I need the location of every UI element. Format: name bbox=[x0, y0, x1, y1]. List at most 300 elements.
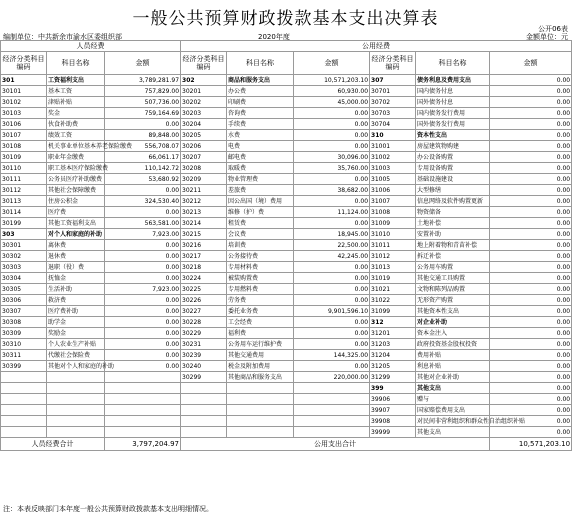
item-name: 医疗费 bbox=[47, 207, 105, 218]
item-amount: 0.00 bbox=[105, 262, 181, 273]
item-amount: 0.00 bbox=[294, 141, 370, 152]
item-name: 利息补贴 bbox=[416, 361, 490, 372]
item-code: 30114 bbox=[1, 207, 47, 218]
item-amount: 0.00 bbox=[105, 240, 181, 251]
item-code: 30208 bbox=[181, 163, 227, 174]
item-name: 退职（役）费 bbox=[47, 262, 105, 273]
table-row bbox=[1, 394, 572, 405]
item-name: 拆迁补偿 bbox=[416, 251, 490, 262]
item-name: 专用材料费 bbox=[227, 262, 294, 273]
item-code: 39907 bbox=[370, 405, 416, 416]
item-code: 31002 bbox=[370, 152, 416, 163]
item-name bbox=[227, 416, 294, 427]
item-amount: 324,530.40 bbox=[105, 196, 181, 207]
item-code: 30702 bbox=[370, 97, 416, 108]
item-amount: 0.00 bbox=[490, 339, 572, 350]
item-name: 地上附着物和青苗补偿 bbox=[416, 240, 490, 251]
item-amount: 0.00 bbox=[105, 251, 181, 262]
item-name: 因公出国（境）费用 bbox=[227, 196, 294, 207]
item-code: 30228 bbox=[181, 317, 227, 328]
item-amount bbox=[105, 394, 181, 405]
code-header: 经济分类科目编码 bbox=[370, 52, 416, 75]
item-name: 其他支出 bbox=[416, 427, 490, 438]
item-name: 助学金 bbox=[47, 317, 105, 328]
item-code: 39908 bbox=[370, 416, 416, 427]
item-name: 无形资产购置 bbox=[416, 295, 490, 306]
item-amount: 0.00 bbox=[490, 185, 572, 196]
item-amount: 0.00 bbox=[490, 108, 572, 119]
table-row bbox=[1, 284, 572, 295]
item-amount bbox=[105, 405, 181, 416]
item-amount: 0.00 bbox=[490, 361, 572, 372]
item-code: 30701 bbox=[370, 86, 416, 97]
item-code: 30206 bbox=[181, 141, 227, 152]
item-code: 30216 bbox=[181, 240, 227, 251]
item-code: 31013 bbox=[370, 262, 416, 273]
item-code bbox=[181, 427, 227, 438]
item-code: 30304 bbox=[1, 273, 47, 284]
item-amount: 0.00 bbox=[105, 295, 181, 306]
item-code: 303 bbox=[1, 229, 47, 240]
item-name bbox=[227, 405, 294, 416]
item-code: 30204 bbox=[181, 119, 227, 130]
item-code bbox=[1, 394, 47, 405]
item-code: 30399 bbox=[1, 361, 47, 372]
table-row bbox=[1, 163, 572, 174]
item-code: 31205 bbox=[370, 361, 416, 372]
item-amount: 757,829.00 bbox=[105, 86, 181, 97]
item-name: 代缴社会保险费 bbox=[47, 350, 105, 361]
fiscal-year: 2020年度 bbox=[258, 33, 290, 41]
item-amount: 30,096.00 bbox=[294, 152, 370, 163]
page-title: 一般公共预算财政拨款基本支出决算表 bbox=[132, 9, 439, 29]
public-total: 10,571,203.10 bbox=[490, 438, 572, 451]
item-name bbox=[227, 383, 294, 394]
item-amount: 0.00 bbox=[294, 119, 370, 130]
item-name: 公务员医疗补助缴费 bbox=[47, 174, 105, 185]
item-amount: 38,682.00 bbox=[294, 185, 370, 196]
item-amount: 45,000.00 bbox=[294, 97, 370, 108]
table-row bbox=[1, 317, 572, 328]
item-amount: 0.00 bbox=[490, 75, 572, 86]
item-name: 大型修缮 bbox=[416, 185, 490, 196]
item-name: 离休费 bbox=[47, 240, 105, 251]
item-code: 30212 bbox=[181, 196, 227, 207]
item-amount: 0.00 bbox=[490, 306, 572, 317]
table-row bbox=[1, 273, 572, 284]
form-number: 公开06表 bbox=[538, 25, 568, 33]
item-amount: 0.00 bbox=[105, 207, 181, 218]
name-header: 科目名称 bbox=[47, 52, 105, 75]
item-name: 机关事业单位基本养老保险缴费 bbox=[48, 142, 133, 150]
item-name: 维修（护）费 bbox=[227, 207, 294, 218]
item-name: 对民间非营利组织和群众性自治组织补贴 bbox=[417, 417, 526, 425]
item-amount: 0.00 bbox=[490, 229, 572, 240]
item-name bbox=[47, 405, 105, 416]
item-amount: 0.00 bbox=[105, 185, 181, 196]
item-code: 30108 bbox=[1, 141, 47, 152]
item-code bbox=[181, 383, 227, 394]
item-name: 其他交通费用 bbox=[227, 350, 294, 361]
item-amount: 0.00 bbox=[294, 339, 370, 350]
item-name bbox=[47, 427, 105, 438]
item-code bbox=[181, 394, 227, 405]
item-code: 399 bbox=[370, 383, 416, 394]
table-row bbox=[1, 86, 572, 97]
item-name: 印刷费 bbox=[227, 97, 294, 108]
item-code bbox=[1, 372, 47, 383]
item-code: 30215 bbox=[181, 229, 227, 240]
item-code: 30309 bbox=[1, 328, 47, 339]
item-amount bbox=[105, 372, 181, 383]
item-name: 个人农业生产补贴 bbox=[47, 339, 105, 350]
item-code: 30109 bbox=[1, 152, 47, 163]
item-code: 30303 bbox=[1, 262, 47, 273]
item-code: 31008 bbox=[370, 207, 416, 218]
item-code: 31003 bbox=[370, 163, 416, 174]
item-code: 30305 bbox=[1, 284, 47, 295]
item-name: 抚恤金 bbox=[47, 273, 105, 284]
amount-header: 金额 bbox=[490, 52, 572, 75]
item-name: 公务用车运行维护费 bbox=[227, 339, 294, 350]
item-code: 31019 bbox=[370, 273, 416, 284]
item-name: 邮电费 bbox=[227, 152, 294, 163]
item-name: 政府投资基金股权投资 bbox=[416, 339, 490, 350]
item-amount: 42,245.00 bbox=[294, 251, 370, 262]
item-name: 伙食补助费 bbox=[47, 119, 105, 130]
table-row bbox=[1, 119, 572, 130]
item-name: 国内债务付息 bbox=[416, 86, 490, 97]
item-code bbox=[1, 416, 47, 427]
item-code: 302 bbox=[181, 75, 227, 86]
item-code: 30226 bbox=[181, 295, 227, 306]
item-code: 31001 bbox=[370, 141, 416, 152]
item-amount: 0.00 bbox=[294, 262, 370, 273]
item-amount: 0.00 bbox=[294, 284, 370, 295]
item-code: 30227 bbox=[181, 306, 227, 317]
public-header: 公用经费 bbox=[181, 41, 572, 52]
item-name: 咨询费 bbox=[227, 108, 294, 119]
item-code: 31012 bbox=[370, 251, 416, 262]
item-amount: 10,571,203.10 bbox=[294, 75, 370, 86]
item-name bbox=[47, 383, 105, 394]
item-amount bbox=[105, 427, 181, 438]
item-name: 信息网络及软件购置更新 bbox=[416, 196, 490, 207]
item-code: 31005 bbox=[370, 174, 416, 185]
item-code: 30209 bbox=[181, 174, 227, 185]
item-name: 其他资本性支出 bbox=[416, 306, 490, 317]
item-code: 30703 bbox=[370, 108, 416, 119]
item-code bbox=[181, 416, 227, 427]
item-name bbox=[227, 394, 294, 405]
item-amount: 66,061.17 bbox=[105, 152, 181, 163]
item-amount: 0.00 bbox=[490, 372, 572, 383]
item-code: 30101 bbox=[1, 86, 47, 97]
item-name: 绩效工资 bbox=[47, 130, 105, 141]
table-row bbox=[1, 251, 572, 262]
item-amount: 0.00 bbox=[490, 207, 572, 218]
item-code: 30112 bbox=[1, 185, 47, 196]
item-name: 取暖费 bbox=[227, 163, 294, 174]
personnel-header: 人员经费 bbox=[1, 41, 181, 52]
table-row bbox=[1, 196, 572, 207]
amount-header: 金额 bbox=[105, 52, 181, 75]
table-row bbox=[1, 328, 572, 339]
item-amount: 0.00 bbox=[294, 328, 370, 339]
table-row bbox=[1, 108, 572, 119]
item-amount: 556,708.07 bbox=[105, 141, 181, 152]
item-amount: 0.00 bbox=[490, 130, 572, 141]
item-name: 物业管理费 bbox=[227, 174, 294, 185]
item-code: 30229 bbox=[181, 328, 227, 339]
item-code: 31204 bbox=[370, 350, 416, 361]
item-name: 其他工资福利支出 bbox=[47, 218, 105, 229]
item-code: 310 bbox=[370, 130, 416, 141]
item-amount: 53,680.92 bbox=[105, 174, 181, 185]
item-code: 30111 bbox=[1, 174, 47, 185]
item-amount bbox=[105, 416, 181, 427]
item-code: 31011 bbox=[370, 240, 416, 251]
item-code: 30225 bbox=[181, 284, 227, 295]
table-row bbox=[1, 141, 572, 152]
item-amount: 0.00 bbox=[105, 317, 181, 328]
item-amount: 3,789,281.97 bbox=[105, 75, 181, 86]
table-row bbox=[1, 218, 572, 229]
item-amount: 507,736.00 bbox=[105, 97, 181, 108]
item-name: 培训费 bbox=[227, 240, 294, 251]
item-name: 资本金注入 bbox=[416, 328, 490, 339]
public-total-label: 公用支出合计 bbox=[181, 438, 490, 451]
item-name: 劳务费 bbox=[227, 295, 294, 306]
item-amount: 0.00 bbox=[490, 174, 572, 185]
item-name: 津贴补贴 bbox=[47, 97, 105, 108]
item-code: 30102 bbox=[1, 97, 47, 108]
item-code: 30213 bbox=[181, 207, 227, 218]
item-name: 水费 bbox=[227, 130, 294, 141]
item-code: 30110 bbox=[1, 163, 47, 174]
table-row bbox=[1, 350, 572, 361]
item-amount: 0.00 bbox=[490, 405, 572, 416]
table-row bbox=[1, 372, 572, 383]
item-name: 公务用车购置 bbox=[416, 262, 490, 273]
item-amount bbox=[105, 383, 181, 394]
item-amount: 0.00 bbox=[490, 86, 572, 97]
code-header: 经济分类科目编码 bbox=[181, 52, 227, 75]
item-amount: 0.00 bbox=[294, 196, 370, 207]
table-row bbox=[1, 416, 572, 427]
personnel-total-label: 人员经费合计 bbox=[1, 438, 105, 451]
item-amount: 0.00 bbox=[490, 394, 572, 405]
table-row bbox=[1, 240, 572, 251]
item-name: 电费 bbox=[227, 141, 294, 152]
table-row bbox=[1, 75, 572, 86]
item-name: 医疗费补助 bbox=[47, 306, 105, 317]
item-name: 其他交通工具购置 bbox=[416, 273, 490, 284]
item-name: 其他社会保障缴费 bbox=[47, 185, 105, 196]
item-amount: 35,760.00 bbox=[294, 163, 370, 174]
item-amount: 0.00 bbox=[490, 427, 572, 438]
item-name: 其他对企业补助 bbox=[416, 372, 490, 383]
item-amount: 0.00 bbox=[490, 284, 572, 295]
item-amount bbox=[294, 405, 370, 416]
table-row bbox=[1, 229, 572, 240]
item-code: 39906 bbox=[370, 394, 416, 405]
item-code: 30239 bbox=[181, 350, 227, 361]
item-amount bbox=[294, 383, 370, 394]
item-name: 福利费 bbox=[227, 328, 294, 339]
item-name: 被装购置费 bbox=[227, 273, 294, 284]
item-name: 公务接待费 bbox=[227, 251, 294, 262]
item-code: 31007 bbox=[370, 196, 416, 207]
item-name: 救济费 bbox=[47, 295, 105, 306]
item-name: 国外债务付息 bbox=[416, 97, 490, 108]
item-code: 31203 bbox=[370, 339, 416, 350]
table-row bbox=[1, 97, 572, 108]
item-name: 其他对个人和家庭的补助 bbox=[48, 362, 115, 370]
item-amount: 0.00 bbox=[490, 273, 572, 284]
compiling-unit: 编制单位：中共新余市渝水区委组织部 bbox=[3, 33, 122, 41]
item-amount: 7,923.00 bbox=[105, 284, 181, 295]
item-amount: 0.00 bbox=[294, 174, 370, 185]
item-amount: 0.00 bbox=[490, 196, 572, 207]
item-name: 奖金 bbox=[47, 108, 105, 119]
item-name: 资本性支出 bbox=[416, 130, 490, 141]
item-amount: 0.00 bbox=[490, 141, 572, 152]
item-amount: 0.00 bbox=[490, 295, 572, 306]
item-amount: 0.00 bbox=[490, 251, 572, 262]
item-amount: 0.00 bbox=[294, 130, 370, 141]
item-amount: 18,945.00 bbox=[294, 229, 370, 240]
item-code: 30214 bbox=[181, 218, 227, 229]
item-code: 31299 bbox=[370, 372, 416, 383]
item-code: 31099 bbox=[370, 306, 416, 317]
item-amount: 0.00 bbox=[490, 262, 572, 273]
table-row bbox=[1, 361, 572, 372]
item-code: 30310 bbox=[1, 339, 47, 350]
table-row bbox=[1, 130, 572, 141]
item-code: 31021 bbox=[370, 284, 416, 295]
code-header: 经济分类科目编码 bbox=[1, 52, 47, 75]
item-amount: 0.00 bbox=[294, 295, 370, 306]
item-name: 工资福利支出 bbox=[47, 75, 105, 86]
item-amount: 0.00 bbox=[490, 383, 572, 394]
item-code: 30311 bbox=[1, 350, 47, 361]
item-name: 安置补助 bbox=[416, 229, 490, 240]
item-amount: 0.00 bbox=[490, 240, 572, 251]
item-name bbox=[47, 394, 105, 405]
item-amount: 0.00 bbox=[490, 97, 572, 108]
item-code: 30218 bbox=[181, 262, 227, 273]
item-code: 30240 bbox=[181, 361, 227, 372]
item-code: 30113 bbox=[1, 196, 47, 207]
item-code: 31010 bbox=[370, 229, 416, 240]
item-code: 301 bbox=[1, 75, 47, 86]
item-code: 30306 bbox=[1, 295, 47, 306]
table-row bbox=[1, 405, 572, 416]
item-name: 办公设备购置 bbox=[416, 152, 490, 163]
item-name: 商品和服务支出 bbox=[227, 75, 294, 86]
item-name: 差旅费 bbox=[227, 185, 294, 196]
item-amount: 0.00 bbox=[490, 328, 572, 339]
item-code: 30207 bbox=[181, 152, 227, 163]
item-amount bbox=[294, 427, 370, 438]
item-code: 30103 bbox=[1, 108, 47, 119]
item-amount: 22,500.00 bbox=[294, 240, 370, 251]
item-amount bbox=[294, 416, 370, 427]
item-amount: 0.00 bbox=[490, 317, 572, 328]
item-amount: 0.00 bbox=[490, 218, 572, 229]
item-name: 费用补贴 bbox=[416, 350, 490, 361]
name-header: 科目名称 bbox=[416, 52, 490, 75]
item-name: 基础设施建设 bbox=[416, 174, 490, 185]
item-name: 其他支出 bbox=[416, 383, 490, 394]
amount-header: 金额 bbox=[294, 52, 370, 75]
table-row bbox=[1, 383, 572, 394]
item-amount: 0.00 bbox=[105, 273, 181, 284]
item-name: 委托业务费 bbox=[227, 306, 294, 317]
item-name: 租赁费 bbox=[227, 218, 294, 229]
item-amount: 0.00 bbox=[490, 416, 572, 427]
item-amount: 0.00 bbox=[490, 350, 572, 361]
item-name: 基本工资 bbox=[47, 86, 105, 97]
item-amount: 220,000.00 bbox=[294, 372, 370, 383]
item-name: 房屋建筑物购建 bbox=[416, 141, 490, 152]
personnel-total: 3,797,204.97 bbox=[105, 438, 181, 451]
item-amount: 0.00 bbox=[490, 119, 572, 130]
table-note: 注：本表反映部门本年度一般公共预算财政拨款基本支出明细情况。 bbox=[3, 505, 213, 513]
item-code: 30202 bbox=[181, 97, 227, 108]
item-name: 工会经费 bbox=[227, 317, 294, 328]
item-name bbox=[47, 372, 105, 383]
item-name: 国外债务发行费用 bbox=[416, 119, 490, 130]
item-code: 30301 bbox=[1, 240, 47, 251]
item-amount: 0.00 bbox=[105, 361, 181, 372]
item-code: 30205 bbox=[181, 130, 227, 141]
item-code bbox=[181, 405, 227, 416]
item-amount: 0.00 bbox=[490, 163, 572, 174]
table-row bbox=[1, 207, 572, 218]
item-name: 职工基本医疗保险缴费 bbox=[48, 164, 109, 172]
table-row bbox=[1, 295, 572, 306]
item-name: 土地补偿 bbox=[416, 218, 490, 229]
item-amount: 0.00 bbox=[294, 273, 370, 284]
item-amount: 110,142.72 bbox=[105, 163, 181, 174]
item-code: 31201 bbox=[370, 328, 416, 339]
item-amount: 0.00 bbox=[105, 339, 181, 350]
item-code: 30224 bbox=[181, 273, 227, 284]
table-row bbox=[1, 306, 572, 317]
item-code: 30217 bbox=[181, 251, 227, 262]
item-name: 职业年金缴费 bbox=[47, 152, 105, 163]
item-name: 生活补助 bbox=[47, 284, 105, 295]
table-row bbox=[1, 185, 572, 196]
item-name: 赠与 bbox=[416, 394, 490, 405]
item-name: 物资储备 bbox=[416, 207, 490, 218]
item-amount: 11,124.00 bbox=[294, 207, 370, 218]
table-row bbox=[1, 152, 572, 163]
item-code: 30107 bbox=[1, 130, 47, 141]
item-code: 30308 bbox=[1, 317, 47, 328]
item-name: 其他商品和服务支出 bbox=[227, 372, 294, 383]
item-name: 手续费 bbox=[227, 119, 294, 130]
item-code: 31009 bbox=[370, 218, 416, 229]
item-code: 39999 bbox=[370, 427, 416, 438]
item-name: 退休费 bbox=[47, 251, 105, 262]
item-code bbox=[1, 427, 47, 438]
item-code: 30299 bbox=[181, 372, 227, 383]
item-name bbox=[47, 416, 105, 427]
item-amount: 9,901,596.10 bbox=[294, 306, 370, 317]
